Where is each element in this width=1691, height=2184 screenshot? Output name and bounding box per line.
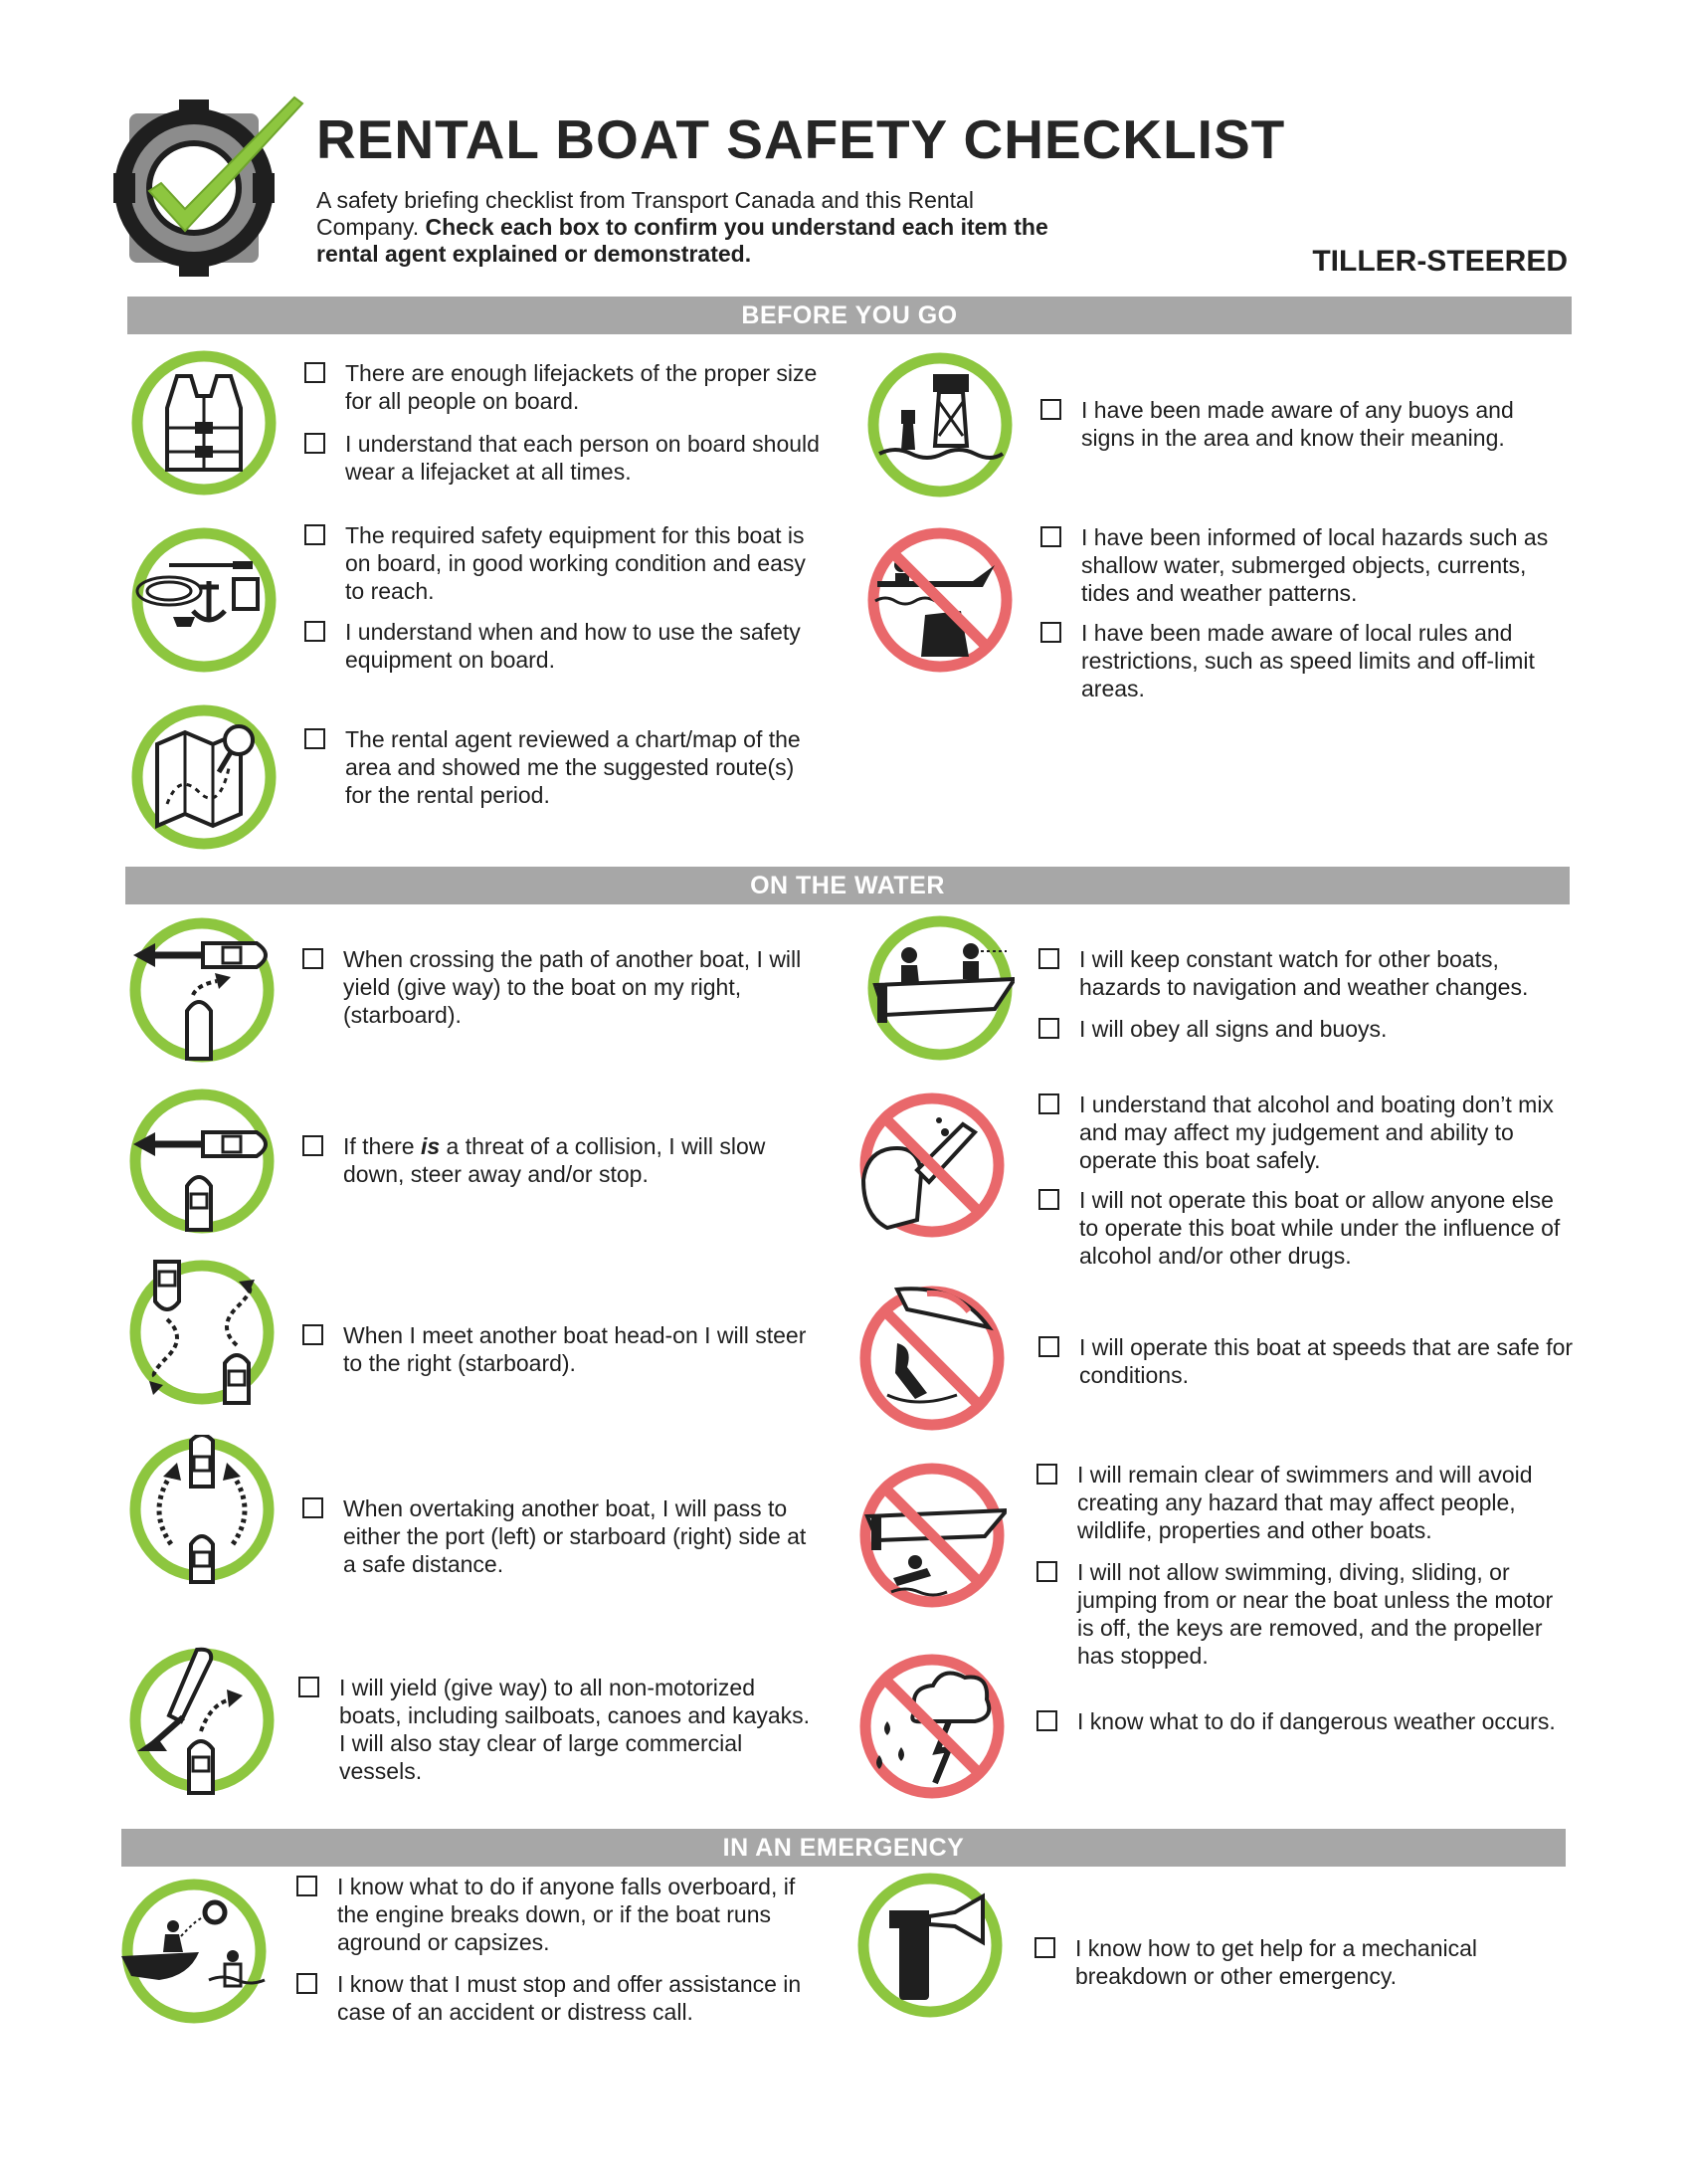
non-motorized-icon	[127, 1646, 277, 1795]
checklist-item-no-impaired-operation: I will not operate this boat or allow anyone else to operate this boat while under the influence of alcohol and/or other drugs.	[1038, 1186, 1561, 1270]
lookout-icon	[865, 913, 1015, 1063]
checklist-item-alcohol-judgement: I understand that alcohol and boating don’t mix and may affect my judgement and ability to operate this boat safely.	[1038, 1091, 1561, 1174]
boat-type-label: TILLER-STEERED	[1312, 245, 1568, 278]
subtitle-bold: Check each box to confirm you understand each item the rental agent explained or demonstrated.	[316, 214, 1048, 267]
speed-icon	[857, 1284, 1007, 1433]
checklist-item-safe-speed: I will operate this boat at speeds that are safe for conditions.	[1038, 1333, 1576, 1389]
checklist-item-lifejackets-enough: There are enough lifejackets of the proper size for all people on board.	[304, 359, 822, 415]
checkbox[interactable]	[1036, 1561, 1057, 1582]
section-header-in-an-emergency: IN AN EMERGENCY	[121, 1829, 1566, 1867]
checklist-item-safety-equipment: The required safety equipment for this boat is on board, in good working condition and easy to reach.	[304, 521, 827, 605]
checkbox[interactable]	[302, 948, 323, 969]
checkbox[interactable]	[1038, 1189, 1059, 1210]
safety-equipment-icon	[129, 525, 279, 675]
checkmark-logo-icon	[107, 92, 316, 281]
checklist-item-equipment-use: I understand when and how to use the safety equipment on board.	[304, 618, 827, 674]
checklist-item-no-swimming: I will not allow swimming, diving, sliding, or jumping from or near the boat unless the motor is off, the keys are removed, and the propeller has stopped.	[1036, 1558, 1564, 1670]
checklist-item-clear-of-swimmers: I will remain clear of swimmers and will avoid creating any hazard that may affect people, wildlife, properties and other boats.	[1036, 1461, 1564, 1544]
checkbox[interactable]	[304, 728, 325, 749]
page-subtitle	[316, 187, 1052, 268]
checklist-item-dangerous-weather: I know what to do if dangerous weather occurs.	[1036, 1707, 1559, 1735]
checkbox[interactable]	[1040, 399, 1061, 420]
checkbox[interactable]	[1038, 1093, 1059, 1114]
checkbox[interactable]	[1038, 1336, 1059, 1357]
checklist-item-offer-assistance: I know that I must stop and offer assistance in case of an accident or distress call.	[296, 1970, 814, 2026]
no-alcohol-icon	[857, 1091, 1007, 1240]
checkbox[interactable]	[1036, 1710, 1057, 1731]
checklist-item-head-on: When I meet another boat head-on I will steer to the right (starboard).	[302, 1321, 825, 1377]
overtaking-icon	[127, 1435, 277, 1584]
checkbox[interactable]	[1040, 622, 1061, 643]
overboard-icon	[119, 1877, 269, 2026]
checkbox[interactable]	[1034, 1937, 1055, 1958]
checkbox[interactable]	[296, 1876, 317, 1896]
checkbox[interactable]	[1038, 1018, 1059, 1039]
checkbox[interactable]	[304, 433, 325, 454]
checkbox[interactable]	[296, 1973, 317, 1994]
lifejacket-icon	[129, 348, 279, 497]
checkbox[interactable]	[1036, 1464, 1057, 1485]
checkbox[interactable]	[302, 1135, 323, 1156]
checklist-item-local-hazards: I have been informed of local hazards such as shallow water, submerged objects, currents, tides and weather patterns.	[1040, 523, 1578, 607]
no-swimming-icon	[857, 1461, 1007, 1610]
checkbox[interactable]	[304, 621, 325, 642]
chart-map-icon	[129, 702, 279, 852]
local-hazards-icon	[865, 525, 1015, 675]
checkbox[interactable]	[304, 524, 325, 545]
buoys-signs-icon	[865, 350, 1015, 499]
checklist-item-overboard: I know what to do if anyone falls overboard, if the engine breaks down, or if the boat runs aground or capsizes.	[296, 1873, 814, 1956]
checklist-item-crossing: When crossing the path of another boat, I will yield (give way) to the boat on my right, (starboard).	[302, 945, 820, 1029]
checkbox[interactable]	[298, 1677, 319, 1697]
page-title: RENTAL BOAT SAFETY CHECKLIST	[316, 108, 1286, 170]
checklist-item-overtaking: When overtaking another boat, I will pass to either the port (left) or starboard (right) side at a safe distance.	[302, 1494, 820, 1578]
checklist-item-constant-watch: I will keep constant watch for other boats, hazards to navigation and weather changes.	[1038, 945, 1576, 1001]
checklist-item-lifejackets-wear: I understand that each person on board should wear a lifejacket at all times.	[304, 430, 822, 486]
crossing-boats-icon	[127, 915, 277, 1065]
checklist-item-signs-buoys: I will obey all signs and buoys.	[1038, 1015, 1561, 1043]
section-header-before-you-go: BEFORE YOU GO	[127, 297, 1572, 334]
head-on-icon	[127, 1258, 277, 1407]
checklist-item-buoys-signs: I have been made aware of any buoys and signs in the area and know their meaning.	[1040, 396, 1563, 452]
checkbox[interactable]	[302, 1324, 323, 1345]
subtitle-plain: A safety briefing checklist from Transport Canada and this Rental Company.	[316, 187, 974, 240]
air-horn-icon	[855, 1871, 1005, 2020]
section-header-on-the-water: ON THE WATER	[125, 867, 1570, 904]
checklist-item-non-motorized: I will yield (give way) to all non-motorized boats, including sailboats, canoes and kayaks. I will also stay clear of large commercial vessels.	[298, 1674, 816, 1785]
dangerous-weather-icon	[857, 1652, 1007, 1801]
checklist-item-collision: If there is a threat of a collision, I will slow down, steer away and/or stop.	[302, 1132, 820, 1188]
checkbox[interactable]	[1040, 526, 1061, 547]
checkbox[interactable]	[302, 1497, 323, 1518]
checkbox[interactable]	[1038, 948, 1059, 969]
collision-icon	[127, 1087, 277, 1236]
checklist-item-chart-map: The rental agent reviewed a chart/map of the area and showed me the suggested route(s) for the rental period.	[304, 725, 822, 809]
checkbox[interactable]	[304, 362, 325, 383]
checklist-item-local-rules: I have been made aware of local rules and restrictions, such as speed limits and off-limit areas.	[1040, 619, 1563, 702]
checklist-item-get-help: I know how to get help for a mechanical breakdown or other emergency.	[1034, 1934, 1572, 1990]
